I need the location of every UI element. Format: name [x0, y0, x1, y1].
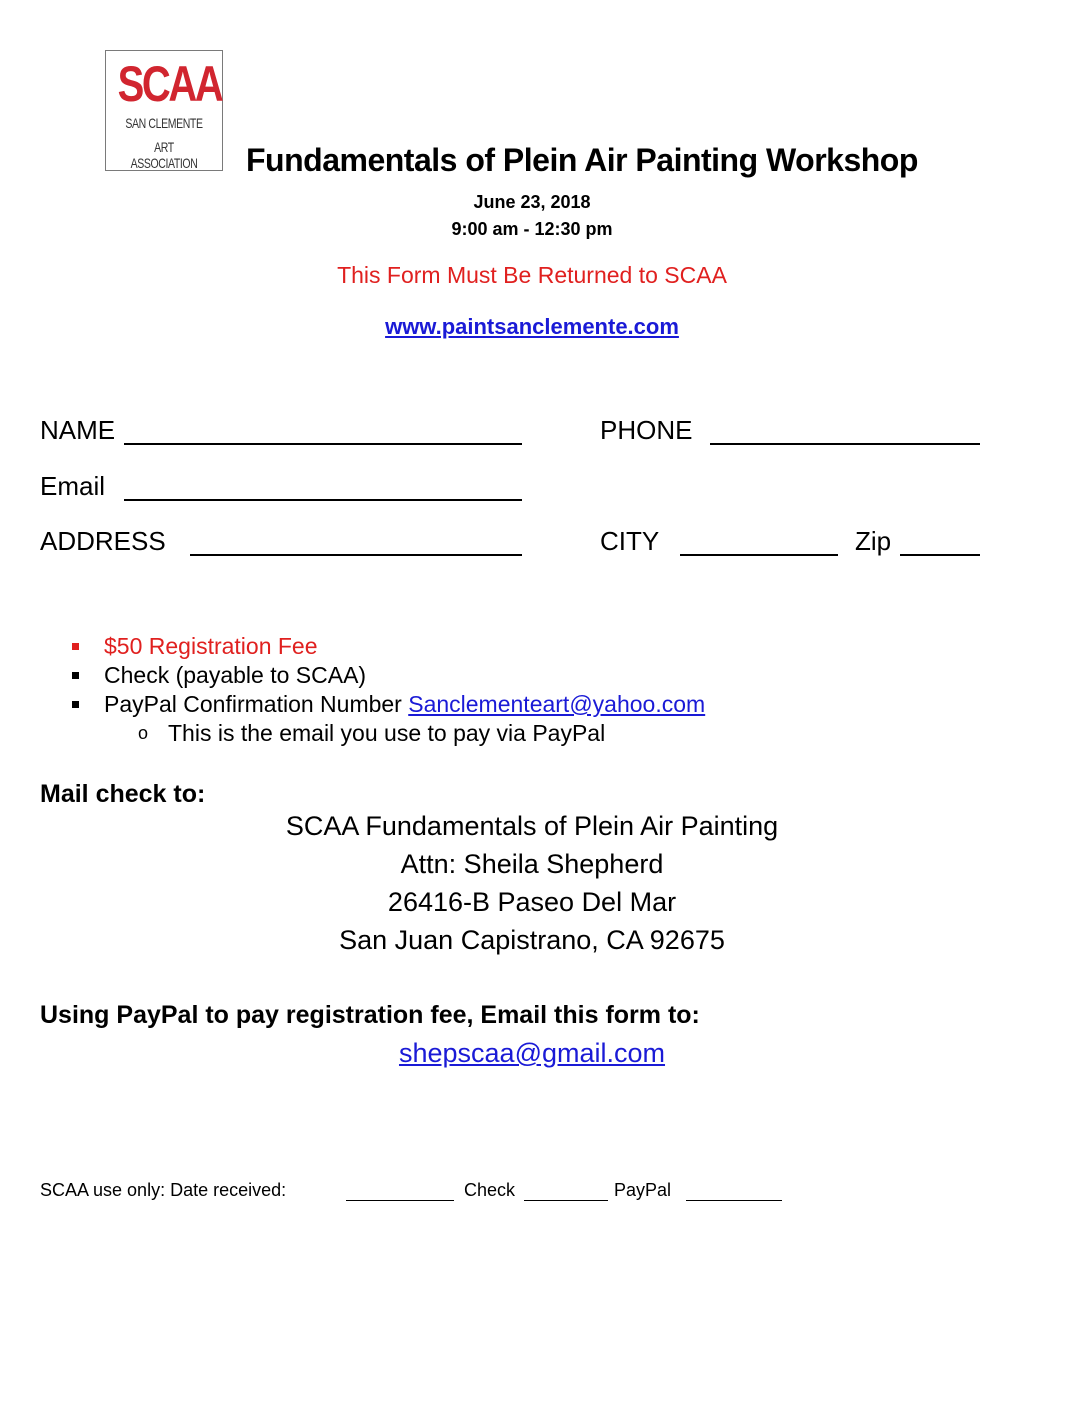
- event-time: 9:00 am - 12:30 pm: [451, 219, 613, 239]
- form-email-link[interactable]: shepscaa@gmail.com: [398, 1038, 666, 1068]
- logo-line-1: SAN CLEMENTE: [125, 115, 203, 131]
- paypal-heading: Using PayPal to pay registration fee, Email this form to:: [40, 1001, 700, 1029]
- name-label: NAME: [40, 415, 116, 445]
- email-field[interactable]: [124, 499, 522, 501]
- logo-wordmark: SCAA: [117, 56, 222, 112]
- paypal-option: [104, 690, 705, 719]
- sub-bullet-icon: o: [138, 723, 149, 743]
- scaa-logo: [105, 50, 223, 171]
- mail-address-line-3: 26416-B Paseo Del Mar: [387, 887, 677, 917]
- check-field[interactable]: [524, 1200, 608, 1201]
- check-option: Check (payable to SCAA): [104, 662, 367, 688]
- logo-line-2: ART ASSOCIATION: [130, 139, 198, 171]
- office-use-label: SCAA use only: Date received:: [40, 1180, 287, 1200]
- date-received-field[interactable]: [346, 1200, 454, 1201]
- paypal-field[interactable]: [686, 1200, 782, 1201]
- bullet-icon: [72, 701, 79, 708]
- address-field[interactable]: [190, 554, 522, 556]
- return-notice: This Form Must Be Returned to SCAA: [337, 262, 727, 288]
- bullet-icon: [72, 672, 79, 679]
- registration-fee: $50 Registration Fee: [104, 633, 318, 659]
- page-title: Fundamentals of Plein Air Painting Workshop: [246, 142, 918, 178]
- paypal-option-label: PayPal Confirmation Number: [104, 691, 402, 717]
- mail-heading: Mail check to:: [40, 780, 206, 808]
- zip-label: Zip: [855, 526, 892, 556]
- zip-field[interactable]: [900, 554, 980, 556]
- paypal-note: This is the email you use to pay via PayPal: [168, 720, 606, 746]
- paypal-label: PayPal: [614, 1180, 672, 1200]
- city-field[interactable]: [680, 554, 838, 556]
- mail-address-line-1: SCAA Fundamentals of Plein Air Painting: [285, 811, 779, 841]
- paypal-email-link[interactable]: Sanclementeart@yahoo.com: [408, 691, 706, 717]
- website-link[interactable]: www.paintsanclemente.com: [385, 314, 679, 339]
- address-label: ADDRESS: [40, 526, 166, 556]
- check-label: Check: [464, 1180, 516, 1200]
- name-field[interactable]: [124, 443, 522, 445]
- phone-label: PHONE: [600, 415, 693, 445]
- phone-field[interactable]: [710, 443, 980, 445]
- event-date: June 23, 2018: [473, 192, 591, 212]
- mail-address-line-2: Attn: Sheila Shepherd: [400, 849, 664, 879]
- bullet-icon: [72, 643, 79, 650]
- email-label: Email: [40, 471, 106, 501]
- city-label: CITY: [600, 526, 660, 556]
- mail-address-line-4: San Juan Capistrano, CA 92675: [339, 925, 725, 955]
